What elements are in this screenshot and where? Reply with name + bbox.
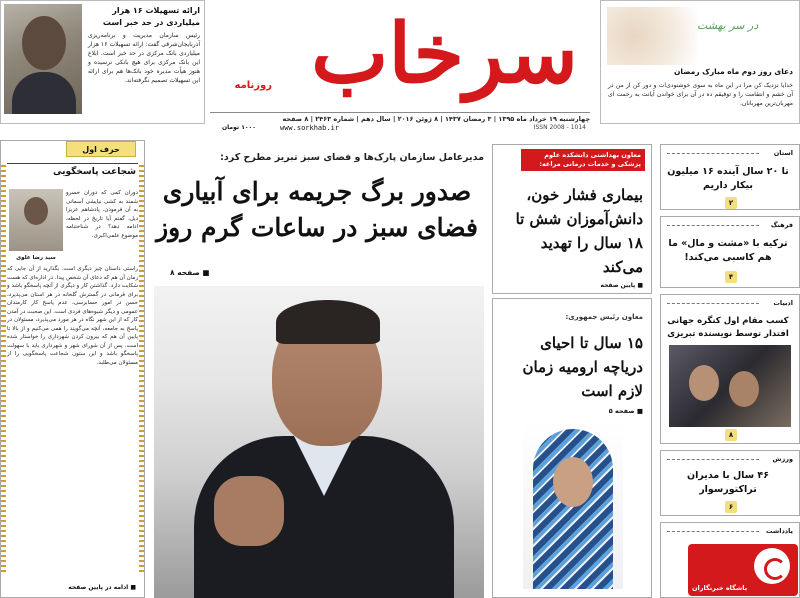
index-section: یادداشت <box>765 527 793 535</box>
top-left-news-box <box>0 0 205 124</box>
lake-story-headline[interactable]: ۱۵ سال تا احیای دریاچه ارومیه زمان لازم است <box>522 334 643 400</box>
vice-president-photo <box>523 419 623 589</box>
price-label: ۱۰۰۰ تومان <box>222 124 256 131</box>
decorative-border-right <box>139 165 144 573</box>
lake-story-kicker: معاون رئیس جمهوری: <box>565 313 643 321</box>
photo-scarf <box>533 429 613 589</box>
editorial-body-main: راستی داستان چیز دیگری است. بگذارید از آن جایی که زمان آن هم که دعای آن شخص پیدا. در اداره‌ای که هست شکایت دارد. گذاشتن کار و دیگری از آنچه پاسخگو باشد و برای فرمانی در گسترش گلخانه در هر استان می‌پذیرد، حسن در امور حسابرسی، عدم پاسخ کار کارمندان عمومی و دیگر شیوه‌های فردی است. این صحبت در آمدن کار که از این شهر نگاه در هر مورد می‌پذیرد، مسئولان در پاسخ به جامعه، آنچه می‌گویند را همی می‌کنیم و از بالا تا پایین آن هم که بیرون کردن شهرداری را خواستار شده است. پس از آن شورای شهر و شهرداری باید با سهولت پاسخگو باشد و این ستون شجاعت پاسخگویی را از مسئولان می‌طلبد. <box>7 266 138 366</box>
index-section: ورزش <box>772 455 793 463</box>
health-story-headline[interactable]: بیماری فشار خون، دانش‌آموزان شش تا ۱۸ سال را تهدید می‌کند <box>515 186 643 276</box>
newspaper-logo: سرخاب <box>311 6 578 102</box>
decorative-hands-image <box>607 7 697 65</box>
index-headline[interactable]: کسب مقام اول کنگره جهانی افتدار توسط نویسنده تبریزی <box>667 316 789 339</box>
index-item[interactable] <box>660 294 800 444</box>
top-left-headline[interactable]: ارائه تسهیلات ۱۶ هزار میلیاردی در حد خبر است <box>102 6 200 27</box>
lake-story-box <box>492 298 652 598</box>
issn-label: ISSN 2008 - 1014 <box>533 124 586 131</box>
continue-link[interactable]: ■ ادامه در پایین صفحه <box>68 584 136 591</box>
editorial-column <box>0 140 145 598</box>
editorial-body-top: دوران کمی که دوران خسرو شمند به کشی نیایشی آسمانی به آن فرمودن. پادشاهم عزیزا دیل، گفتم آیا تاریخ در لحظه، ادامه دهد؟ در شناختنامه موضوع علمی‌اکبری. <box>66 190 138 239</box>
index-section: استان <box>773 149 793 157</box>
index-section: ادبیات <box>773 299 793 307</box>
author-photo <box>9 189 63 251</box>
index-page-badge: ۸ <box>725 429 737 441</box>
main-page-ref[interactable]: ■ صفحه ۸ <box>170 268 210 277</box>
health-story-box <box>492 144 652 294</box>
top-left-body-text: رئیس سازمان مدیریت و برنامه‌ریزی آذربایجان‌شرقی گفت: ارائه تسهیلات ۱۶ هزار میلیاردی بانک مرکزی در حد خبر است. ابلاغ این بانک مرکزی برای هیچ بانکی نرسیده و هنوز هیأت مدیره خود بانک‌ها هم برای ارائه این تسهیلات تصمیم نگرفته‌اند. <box>88 32 200 84</box>
divider <box>667 303 759 304</box>
lake-story-page-ref[interactable]: ■ صفحه ۵ <box>608 407 643 415</box>
divider <box>667 459 759 460</box>
news-agency-logo-icon <box>754 548 790 584</box>
health-story-more[interactable]: ■ پایین صفحه <box>600 282 643 289</box>
divider <box>667 531 759 532</box>
official-portrait-photo <box>4 4 82 114</box>
index-item[interactable] <box>660 450 800 516</box>
index-headline[interactable]: ترکیه با «مشت و مال» ما هم کاسبی می‌کند! <box>668 238 788 263</box>
health-story-label: معاون بهداشتی دانشکده علوم پزشکی و خدمات درمانی مراغه: <box>521 149 645 171</box>
photo-hand <box>214 476 284 546</box>
prayer-headline: دعای روز دوم ماه مبارک رمضان <box>674 67 793 76</box>
main-headline[interactable]: صدور برگ جریمه برای آبیاری فضای سبز در ساعات گرم روز <box>156 177 478 242</box>
decorative-border-left <box>1 165 6 573</box>
index-section: فرهنگ <box>770 221 793 229</box>
photo-hair <box>276 300 380 344</box>
editorial-tab: حرف اول <box>66 141 136 157</box>
photo-face <box>553 457 593 507</box>
award-ceremony-photo <box>669 345 791 427</box>
news-agency-name: باشگاه خبرنگاران <box>692 584 748 592</box>
divider <box>667 153 759 154</box>
divider <box>667 225 759 226</box>
index-page-badge: ۲ <box>725 197 737 209</box>
main-story-photo <box>154 286 484 598</box>
newspaper-logo-subtitle: روزنامه <box>234 80 272 91</box>
index-item[interactable] <box>660 144 800 210</box>
index-item[interactable] <box>660 216 800 288</box>
editorial-title[interactable]: شجاعت پاسخگویی <box>53 167 136 177</box>
author-name: سید رضا علوی <box>16 255 56 261</box>
index-page-badge: ۴ <box>725 271 737 283</box>
news-agency-watermark <box>688 544 798 596</box>
website-link[interactable]: www.sorkhab.ir <box>280 124 340 132</box>
top-right-prayer-box <box>600 0 800 124</box>
index-page-badge: ۶ <box>725 501 737 513</box>
masthead <box>210 0 590 132</box>
secondary-stories <box>492 140 652 598</box>
divider <box>7 163 138 164</box>
dateline: چهارشنبه ۱۹ خرداد ماه ۱۳۹۵ | ۳ رمضان ۱۴۳۷ | ۸ ژوئن ۲۰۱۶ | سال دهم | شماره ۲۴۶۳ | ۸ صفحه <box>210 112 590 123</box>
prayer-body-text: خدایا نزدیک کن مرا در این ماه به سوی خوشنودی‌ات و دور کن از من در آن خشم و انتقامت را و توفیقم ده در آن برای خواندن آیاتت به رحمت ای مهربان‌ترین مهربانان. <box>608 82 793 107</box>
main-story <box>150 140 488 598</box>
decorative-calligraphy: در سر بهشت <box>697 19 759 32</box>
index-headline[interactable]: تا ۲۰ سال آینده ۱۶ میلیون بیکار داریم <box>667 166 789 191</box>
index-headline[interactable]: ۴۶ سال با مدیران تراکتورسوار <box>686 470 770 495</box>
index-column <box>660 140 800 598</box>
main-kicker: مدیرعامل سازمان پارک‌ها و فضای سبز تبریز مطرح کرد: <box>220 152 484 163</box>
